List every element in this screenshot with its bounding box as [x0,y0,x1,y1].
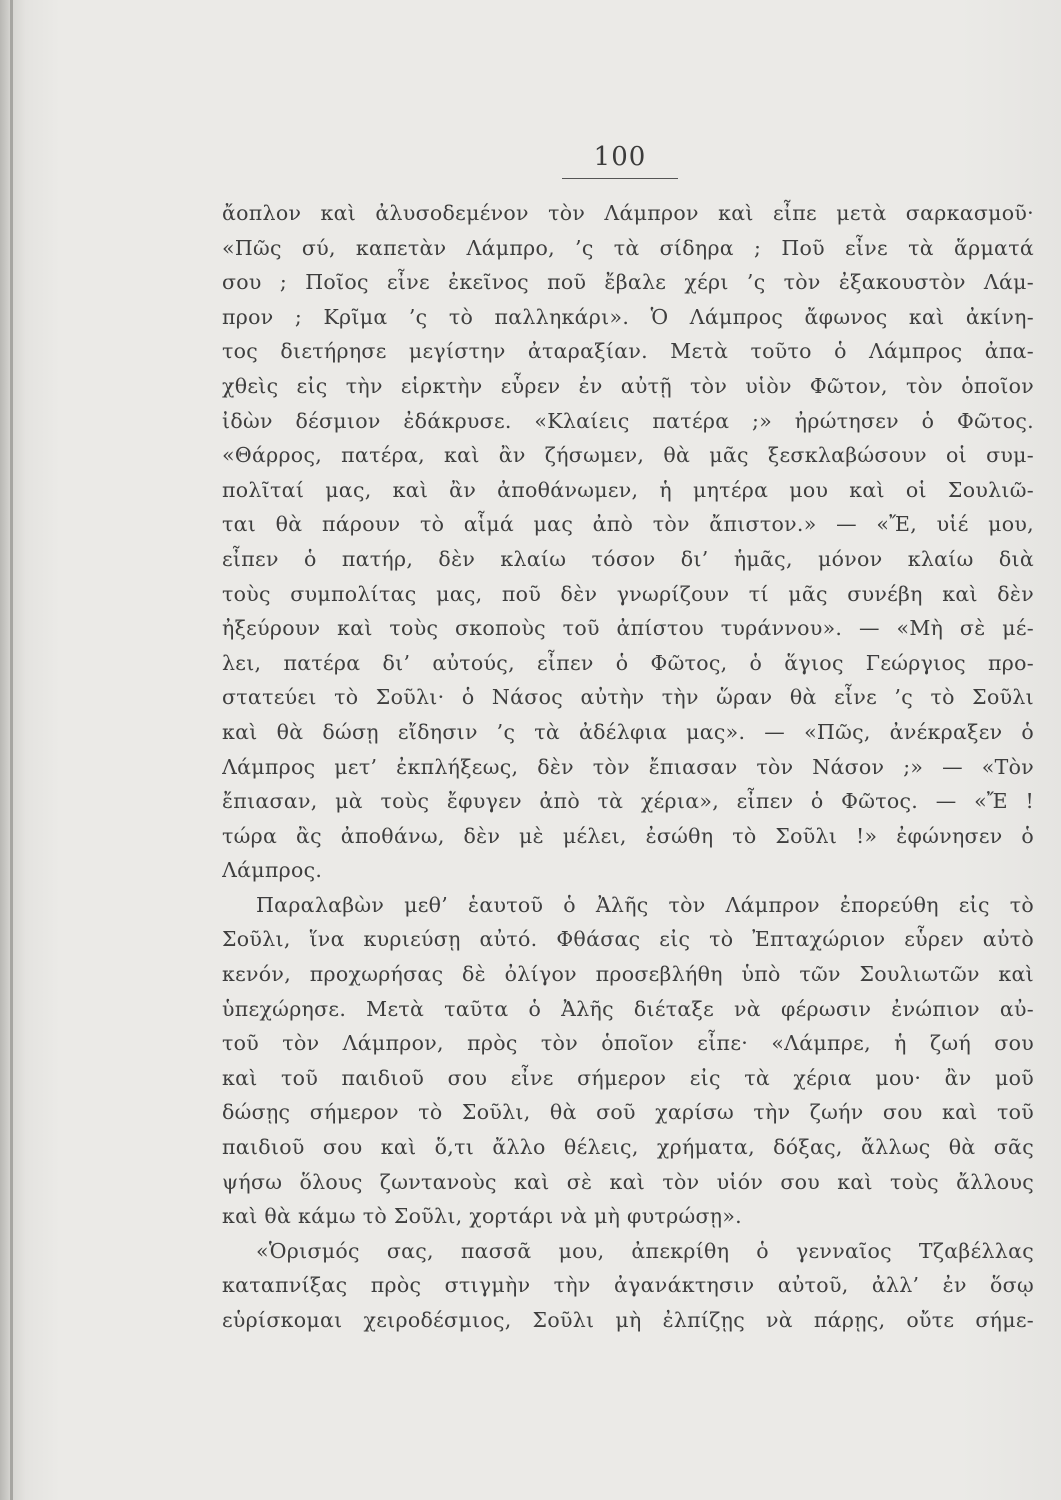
body-text [222,196,1034,1338]
text-line: Σοῦλι, ἵνα κυριεύσῃ αὐτό. Φθάσας εἰς τὸ Ἐπταχώριον εὗρεν αὐτὸ [222,927,1034,952]
text-line: «Θάρρος, πατέρα, καὶ ἂν ζήσωμεν, θὰ μᾶς ξεσκλαβώσουν οἱ συμ- [222,443,1034,468]
text-line: Λάμπρος. [222,858,323,883]
text-line: κενόν, προχωρήσας δὲ ὀλίγον προσεβλήθη ὑπὸ τῶν Σουλιωτῶν καὶ [222,962,1034,987]
text-line: εὑρίσκομαι χειροδέσμιος, Σοῦλι μὴ ἐλπίζῃς νὰ πάρῃς, οὔτε σήμε- [222,1308,1034,1332]
text-line: ψήσω ὅλους ζωντανοὺς καὶ σὲ καὶ τὸν υἱόν σου καὶ τοὺς ἄλλους [222,1169,1034,1194]
text-line: δώσῃς σήμερον τὸ Σοῦλι, θὰ σοῦ χαρίσω τὴν ζωήν σου καὶ τοῦ [222,1100,1034,1125]
text-line: πολῖταί μας, καὶ ἂν ἀποθάνωμεν, ἡ μητέρα μου καὶ οἱ Σουλιῶ- [222,477,1034,502]
text-line: καὶ τοῦ παιδιοῦ σου εἶνε σήμερον εἰς τὰ χέρια μου· ἂν μοῦ [222,1065,1034,1090]
text-line: «Πῶς σύ, καπετὰν Λάμπρο, ’ς τὰ σίδηρα ; Ποῦ εἶνε τὰ ἅρματά [222,235,1034,260]
text-line: τώρα ἂς ἀποθάνω, δὲν μὲ μέλει, ἐσώθη τὸ Σοῦλι !» ἐφώνησεν ὁ [222,823,1034,848]
text-line: ἄοπλον καὶ ἀλυσοδεμένον τὸν Λάμπρον καὶ εἶπε μετὰ σαρκασμοῦ· [222,201,1034,225]
text-line: καταπνίξας πρὸς στιγμὴν τὴν ἀγανάκτησιν αὐτοῦ, ἀλλ’ ἐν ὅσῳ [222,1273,1034,1298]
text-line: καὶ θὰ κάμω τὸ Σοῦλι, χορτάρι νὰ μὴ φυτρώσῃ». [222,1204,742,1229]
text-line: ἔπιασαν, μὰ τοὺς ἔφυγεν ἀπὸ τὰ χέρια», εἶπεν ὁ Φῶτος. — «Ἔ ! [222,789,1034,814]
text-line: καὶ θὰ δώσῃ εἴδησιν ’ς τὰ ἀδέλφια μας». — «Πῶς, ἀνέκραξεν ὁ [222,719,1034,744]
text-line: χθεὶς εἰς τὴν εἱρκτὴν εὗρεν ἐν αὐτῇ τὸν υἱὸν Φῶτον, τὸν ὁποῖον [222,373,1034,398]
text-line: Λάμπρος μετ’ ἐκπλήξεως, δὲν τὸν ἔπιασαν τὸν Νάσον ;» — «Τὸν [222,754,1034,779]
text-line: λει, πατέρα δι’ αὐτούς, εἶπεν ὁ Φῶτος, ὁ ἅγιος Γεώργιος προ- [222,650,1034,675]
text-line: ὑπεχώρησε. Μετὰ ταῦτα ὁ Ἀλῆς διέταξε νὰ φέρωσιν ἐνώπιον αὐ- [222,996,1034,1021]
text-line: ἠξεύρουν καὶ τοὺς σκοποὺς τοῦ ἀπίστου τυράννου». — «Μὴ σὲ μέ- [222,616,1034,641]
text-line: τοὺς συμπολίτας μας, ποῦ δὲν γνωρίζουν τί μᾶς συνέβη καὶ δὲν [222,581,1034,606]
page-gutter-edge [10,0,13,1500]
text-line: εἶπεν ὁ πατήρ, δὲν κλαίω τόσον δι’ ἡμᾶς, μόνον κλαίω διὰ [222,546,1034,571]
text-line: προν ; Κρῖμα ’ς τὸ παλληκάρι». Ὁ Λάμπρος ἄφωνος καὶ ἀκίνη- [222,304,1034,329]
text-line: τοῦ τὸν Λάμπρον, πρὸς τὸν ὁποῖον εἶπε· «Λάμπρε, ἡ ζωή σου [222,1031,1034,1056]
paragraph-start-line: «Ὁρισμός σας, πασσᾶ μου, ἀπεκρίθη ὁ γενναῖος Τζαβέλλας [256,1238,1034,1263]
text-line: παιδιοῦ σου καὶ ὅ,τι ἄλλο θέλεις, χρήματα, δόξας, ἄλλως θὰ σᾶς [222,1135,1034,1160]
page-number: 100 [593,142,647,172]
paragraph-start-line: Παραλαβὼν μεθ’ ἑαυτοῦ ὁ Ἀλῆς τὸν Λάμπρον ἐπορεύθη εἰς τὸ [256,892,1034,917]
header-rule [562,178,678,179]
text-line: ται θὰ πάρουν τὸ αἷμά μας ἀπὸ τὸν ἄπιστον.» — «Ἔ, υἱέ μου, [222,512,1034,537]
text-line: τος διετήρησε μεγίστην ἀταραξίαν. Μετὰ τοῦτο ὁ Λάμπρος ἀπα- [222,339,1034,364]
text-line: στατεύει τὸ Σοῦλι· ὁ Νάσος αὐτὴν τὴν ὥραν θὰ εἶνε ’ς τὸ Σοῦλι [222,685,1034,710]
text-line: σου ; Ποῖος εἶνε ἐκεῖνος ποῦ ἔβαλε χέρι ’ς τὸν ἐξακουστὸν Λάμ- [222,270,1034,295]
text-line: ἰδὼν δέσμιον ἐδάκρυσε. «Κλαίεις πατέρα ;» ἠρώτησεν ὁ Φῶτος. [222,408,1034,433]
